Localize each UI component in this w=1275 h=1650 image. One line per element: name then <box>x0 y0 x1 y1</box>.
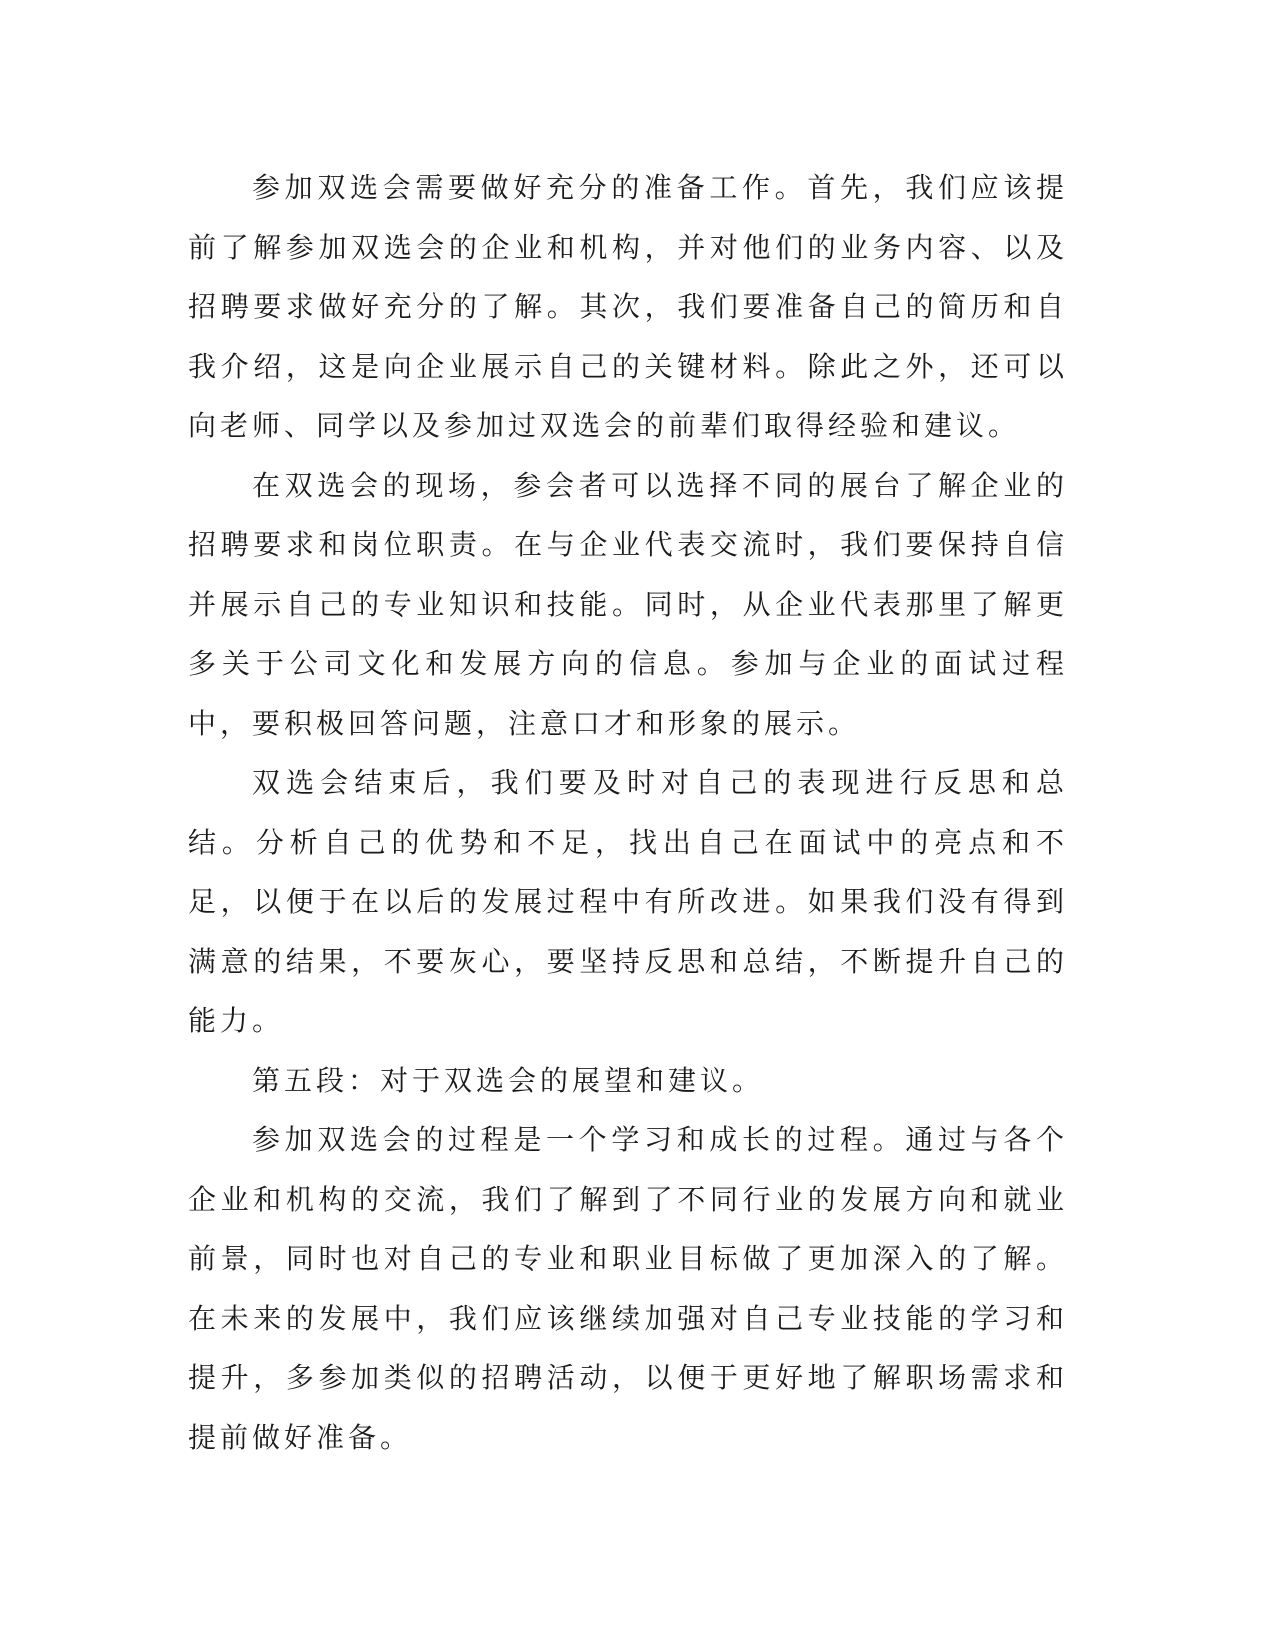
paragraph-outlook: 参加双选会的过程是一个学习和成长的过程。通过与各个企业和机构的交流，我们了解到了不同行业的发展方向和就业前景，同时也对自己的专业和职业目标做了更加深入的了解。在未来的发展中，我们应该继续加强对自己专业技能的学习和提升，多参加类似的招聘活动，以便于更好地了解职场需求和提前做好准备。 <box>188 1123 1068 1454</box>
paragraph-onsite: 在双选会的现场，参会者可以选择不同的展台了解企业的招聘要求和岗位职责。在与企业代表交流时，我们要保持自信并展示自己的专业知识和技能。同时，从企业代表那里了解更多关于公司文化和发展方向的信息。参加与企业的面试过程中，要积极回答问题，注意口才和形象的展示。 <box>188 468 1068 740</box>
paragraph-preparation: 参加双选会需要做好充分的准备工作。首先，我们应该提前了解参加双选会的企业和机构，并对他们的业务内容、以及招聘要求做好充分的了解。其次，我们要准备自己的简历和自我介绍，这是向企业展示自己的关键材料。除此之外，还可以向老师、同学以及参加过双选会的前辈们取得经验和建议。 <box>188 171 1068 442</box>
paragraph-reflection: 双选会结束后，我们要及时对自己的表现进行反思和总结。分析自己的优势和不足，找出自己在面试中的亮点和不足，以便于在以后的发展过程中有所改进。如果我们没有得到满意的结果，不要灰心，要坚持反思和总结，不断提升自己的能力。 <box>188 766 1068 1037</box>
section-heading-five: 第五段：对于双选会的展望和建议。 <box>252 1063 765 1097</box>
document-body <box>188 158 1068 1467</box>
